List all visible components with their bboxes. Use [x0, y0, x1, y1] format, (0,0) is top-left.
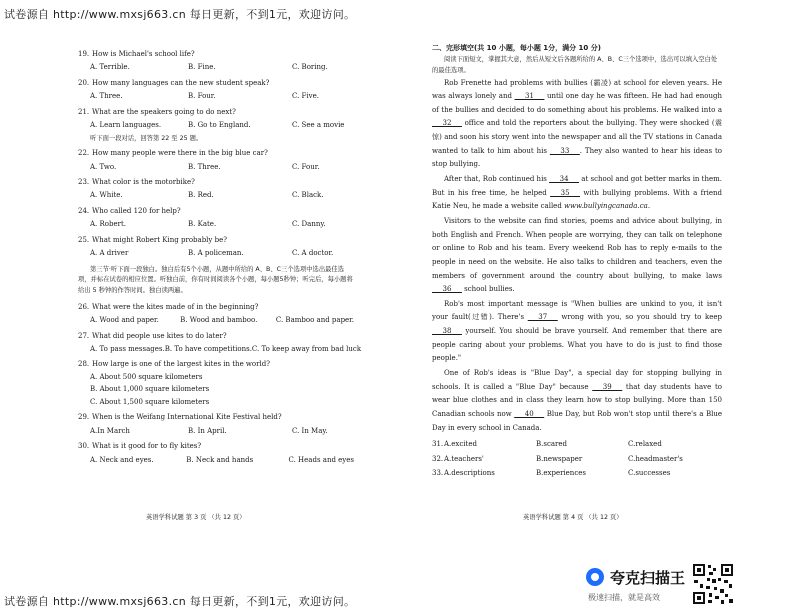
- brand-slogan: 极速扫描，就是高效: [588, 593, 660, 602]
- qr-code-icon: [692, 563, 734, 605]
- option: A. Neck and eyes.: [90, 455, 154, 464]
- question-text: How large is one of the largest kites in the world?: [92, 360, 270, 369]
- question-30: [78, 442, 354, 451]
- option: A. About 500 square kilometers: [90, 372, 203, 381]
- brand-name: 夸克扫描王: [610, 569, 686, 587]
- question-22: [78, 149, 354, 158]
- blank-36: ___36___: [432, 285, 462, 294]
- choice-option: B.newspaper: [536, 454, 583, 463]
- option: B. Three.: [188, 162, 221, 171]
- question-options: [78, 121, 354, 130]
- question-text: What color is the motorbike?: [92, 178, 195, 186]
- passage-paragraph-4: Rob's most important message is "When bullies are unkind to you, it isn't your fault(过错). There's ___37___ wrong with you, so you should try to keep ___38___ yourself. You should be brave yourself. And remember that there are people caring about your problems. What you have to do is just to find those people.": [432, 299, 722, 363]
- question-text: What were the kites made of in the beginning?: [92, 302, 259, 311]
- question-27: [78, 332, 354, 341]
- scanner-brand: [586, 566, 686, 604]
- question-options: [78, 249, 354, 258]
- question-number: 30.: [78, 442, 90, 451]
- question-options: [78, 316, 354, 325]
- question-20: [78, 79, 354, 88]
- option: A.In March: [90, 426, 130, 435]
- choice-number: 31.: [432, 440, 444, 449]
- option: A. Three.: [90, 92, 123, 101]
- question-number: 20.: [78, 78, 90, 87]
- question-options: [78, 427, 354, 436]
- option: B. Go to England.: [188, 121, 251, 130]
- option: A. Two.: [90, 162, 117, 171]
- option: A. Terrible.: [90, 63, 130, 72]
- question-options: [78, 92, 354, 101]
- option: C. Heads and eyes: [288, 455, 354, 464]
- blank-33: ___33___: [549, 146, 580, 155]
- passage-paragraph-1: Rob Frenette had problems with bullies (霸凌) at school for eleven years. He was always lonely and ___31___ until one day he was fifteen. He had had enough of the bullies and decided to do something about his problems. He walked into a ___32___ office and told the reporters about the bullying. They were shocked (震惊) and soon his story went into the newspaper and all the TV stations in Canada wanted to talk to him about his ___33___. They also wanted to hear his ideas to stop bullying.: [432, 78, 723, 169]
- question-text: How many languages can the new student speak?: [92, 78, 270, 87]
- page-footer-right: 英语学科试题 第 4 页 （共 12 页）: [523, 514, 623, 521]
- question-options: [78, 220, 354, 229]
- question-options: [78, 191, 354, 200]
- question-number: 29.: [78, 413, 90, 422]
- option: B. Wood and bamboo.: [180, 316, 258, 325]
- option: C. Five.: [292, 92, 319, 101]
- option: C. About 1,500 square kilometers: [90, 397, 210, 406]
- choice-row-32: [432, 455, 722, 464]
- option: B. About 1,000 square kilometers: [90, 385, 210, 394]
- choice-option: A.excited: [444, 440, 477, 449]
- option: A. Robert.: [90, 220, 126, 229]
- option: C. To keep away from bad luck: [251, 345, 362, 354]
- question-28: [78, 360, 354, 369]
- option: C. In May.: [292, 426, 328, 435]
- question-number: 27.: [78, 331, 90, 340]
- scanner-logo-icon: [586, 568, 604, 586]
- question-text: What are the speakers going to do next?: [92, 107, 236, 116]
- passage-paragraph-3: Visitors to the website can find stories, poems and advice about bullying, in both English and French. When people are worrying, they can talk on telephone or online to Rob and his team. Every weekend Rob has to reply e-mails to the people in need on the website. He also talks to children and teachers, even the members of government around the country about bullying, to make laws ___36___ school bullies.: [432, 216, 722, 294]
- watermark-bottom: 试卷源自 http://www.mxsj663.cn 每日更新，不到1元，欢迎访问。: [4, 595, 356, 608]
- question-number: 26.: [78, 302, 90, 311]
- question-19: [78, 50, 354, 59]
- option: A. White.: [90, 191, 123, 200]
- question-text: What is it good for to fly kites?: [92, 442, 202, 451]
- blank-39: ___39___: [592, 382, 623, 391]
- question-29: [78, 413, 354, 422]
- page-footer-left: 英语学科试题 第 3 页 （共 12 页）: [146, 514, 246, 521]
- choice-option: C.headmaster's: [628, 454, 683, 463]
- section-instruction: 阅读下面短文，掌握其大意，然后从短文后各题所给的 A、B、C三个选项中，选出可以填入空白处的最佳选项。: [432, 56, 718, 74]
- option: C. Black.: [292, 191, 324, 200]
- question-26: [78, 303, 354, 312]
- question-number: 22.: [78, 149, 90, 158]
- question-text: How many people were there in the big blue car?: [92, 149, 268, 158]
- question-25: [78, 236, 354, 245]
- option: B. Neck and hands: [186, 455, 254, 464]
- question-24: [78, 207, 354, 216]
- choice-option: B.scared: [536, 440, 568, 449]
- choice-option: A.teachers': [444, 454, 484, 463]
- question-text: What did people use kites to do later?: [92, 331, 227, 340]
- option: B. Kate.: [188, 220, 217, 229]
- blank-31: ___31___: [514, 92, 545, 101]
- left-page: [78, 44, 362, 465]
- question-text: How is Michael's school life?: [92, 50, 195, 58]
- option: B. In April.: [188, 426, 227, 435]
- option: A. Learn languages.: [90, 121, 162, 130]
- choice-option: C.successes: [628, 469, 671, 478]
- passage-paragraph-2: After that, Rob continued his ___34___ at school and got better marks in them. But in his free time, he helped ___35___ with bullying problems. With a friend Katie Neu, he made a website called www.bullyingcanada.ca.: [432, 175, 722, 211]
- option: C. Bamboo and paper.: [275, 316, 354, 325]
- choice-option: B.experiences: [536, 469, 586, 478]
- choice-number: 32.: [432, 454, 444, 463]
- question-28-options: [78, 373, 354, 407]
- question-text: When is the Weifang International Kite Festival held?: [92, 413, 282, 422]
- section-title: 二、完形填空(共 10 小题，每小题 1分，满分 10 分): [432, 44, 601, 52]
- option: C. Boring.: [292, 63, 328, 72]
- website-name: www.bullyingcanada.ca: [564, 202, 648, 211]
- watermark-top: 试卷源自 http://www.mxsj663.cn 每日更新，不到1元，欢迎访问。: [4, 8, 356, 21]
- question-21: [78, 108, 354, 117]
- option: C. A doctor.: [292, 249, 334, 258]
- blank-38: ___38___: [432, 327, 462, 336]
- option: C. See a movie: [292, 121, 345, 130]
- blank-40: ___40___: [514, 409, 545, 418]
- question-options: [78, 456, 354, 465]
- question-number: 19.: [78, 50, 90, 58]
- question-number: 21.: [78, 107, 90, 116]
- option: C. Four.: [292, 162, 320, 171]
- option: B. A policeman.: [188, 249, 244, 258]
- option: B. Four.: [188, 92, 216, 101]
- blank-35: ___35___: [550, 188, 581, 197]
- right-page: [432, 44, 722, 479]
- question-number: 25.: [78, 235, 90, 244]
- question-options: [78, 163, 354, 172]
- choice-row-33: [432, 469, 722, 478]
- question-text: What might Robert King probably be?: [92, 235, 227, 244]
- question-number: 28.: [78, 360, 90, 369]
- question-options: [78, 63, 354, 72]
- question-text: Who called 120 for help?: [92, 206, 181, 215]
- question-options: [78, 345, 362, 354]
- option: A. To pass messages.: [90, 345, 165, 354]
- passage-paragraph-5: One of Rob's ideas is "Blue Day", a special day for stopping bullying in schools. It is called a "Blue Day" because ___39___ that day students have to wear blue clothes and in class they learn how to stop bullying. More than 150 Canadian schools now ___40___ Blue Day, but Rob won't stop until there's a Blue Day in every school in Canada.: [432, 369, 722, 432]
- option: A. Wood and paper.: [90, 316, 159, 325]
- question-number: 23.: [78, 178, 90, 186]
- choice-option: A.descriptions: [444, 469, 495, 478]
- listening-note: 听下面一段对话，回答第 22 至 25 题。: [90, 134, 203, 142]
- blank-34: ___34___: [549, 175, 580, 184]
- blank-32: ___32___: [432, 119, 462, 128]
- blank-37: ___37___: [527, 313, 558, 322]
- choice-number: 33.: [432, 469, 444, 478]
- option: B. Fine.: [188, 63, 216, 72]
- section3-instruction: 第三节·听下面一段独白。独白后有5个小题，从题中所给的 A、B、C三个选项中选出最佳选项，并标在试卷的相应位置。听独白前，你有时间阅读各个小题，每小题5秒钟；听完后，每小题将给出 5 秒钟的作答时间。独白读两遍。: [78, 265, 353, 295]
- option: A. A driver: [90, 249, 129, 258]
- option: B. To have competitions.: [164, 345, 252, 354]
- question-number: 24.: [78, 206, 90, 215]
- choice-option: C.relaxed: [628, 440, 662, 449]
- choice-row-31: [432, 440, 722, 449]
- question-23: [78, 178, 354, 187]
- option: B. Red.: [188, 191, 214, 200]
- option: C. Danny.: [292, 220, 326, 229]
